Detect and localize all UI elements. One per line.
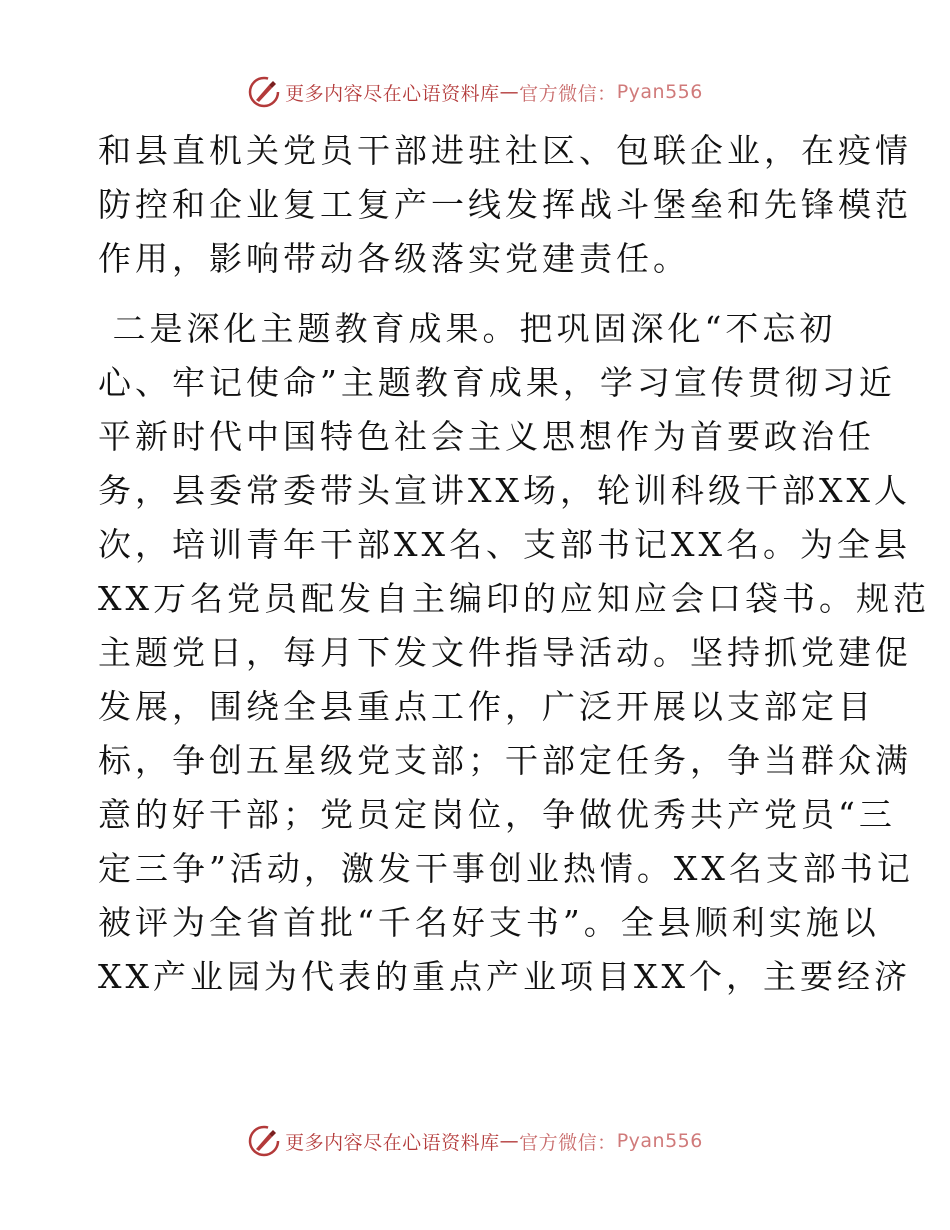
- text-line: 二是深化主题教育成果。把巩固深化“不忘初: [98, 309, 837, 348]
- watermark-main-text: 更多内容尽在心语资料库: [285, 82, 500, 105]
- text-line: 标，争创五星级党支部；干部定任务，争当群众满: [98, 741, 912, 780]
- watermark-separator: —: [499, 1130, 520, 1152]
- watermark-wechat-id: Pyan556: [616, 81, 703, 103]
- text-line: 作用，影响带动各级落实党建责任。: [98, 239, 690, 278]
- watermark-wechat-label: 官方微信：: [519, 82, 617, 105]
- text-line: 主题党日，每月下发文件指导活动。坚持抓党建促: [98, 633, 912, 672]
- text-line: 防控和企业复工复产一线发挥战斗堡垒和先锋模范: [98, 185, 912, 224]
- watermark-wechat-label: 官方微信：: [519, 1131, 617, 1154]
- footer-watermark: [0, 1121, 950, 1161]
- text-line: 心、牢记使命”主题教育成果，学习宣传贯彻习近: [98, 363, 896, 402]
- watermark-wechat-id: Pyan556: [616, 1130, 703, 1152]
- text-line: XX产业园为代表的重点产业项目XX个，主要经济: [98, 957, 911, 996]
- text-line: 定三争”活动，激发干事创业热情。XX名支部书记: [98, 849, 914, 888]
- paragraph: [98, 124, 912, 286]
- text-line: XX万名党员配发自主编印的应知应会口袋书。规范: [98, 579, 930, 618]
- body-text: [98, 124, 930, 1004]
- text-line: 发展，围绕全县重点工作，广泛开展以支部定目: [98, 687, 875, 726]
- text-line: 被评为全省首批“千名好支书”。全县顺利实施以: [98, 903, 880, 942]
- text-line: 意的好干部；党员定岗位，争做优秀共产党员“三: [98, 795, 896, 834]
- text-line: 平新时代中国特色社会主义思想作为首要政治任: [98, 417, 875, 456]
- brush-logo-icon: [247, 75, 281, 109]
- watermark-main-text: 更多内容尽在心语资料库: [285, 1131, 500, 1154]
- text-line: 和县直机关党员干部进驻社区、包联企业，在疫情: [98, 131, 912, 170]
- paragraph: [98, 302, 930, 1004]
- watermark-separator: —: [499, 81, 520, 103]
- brush-logo-icon: [247, 1124, 281, 1158]
- header-watermark: [0, 72, 950, 112]
- text-line: 次，培训青年干部XX名、支部书记XX名。为全县: [98, 525, 911, 564]
- text-line: 务，县委常委带头宣讲XX场，轮训科级干部XX人: [98, 471, 911, 510]
